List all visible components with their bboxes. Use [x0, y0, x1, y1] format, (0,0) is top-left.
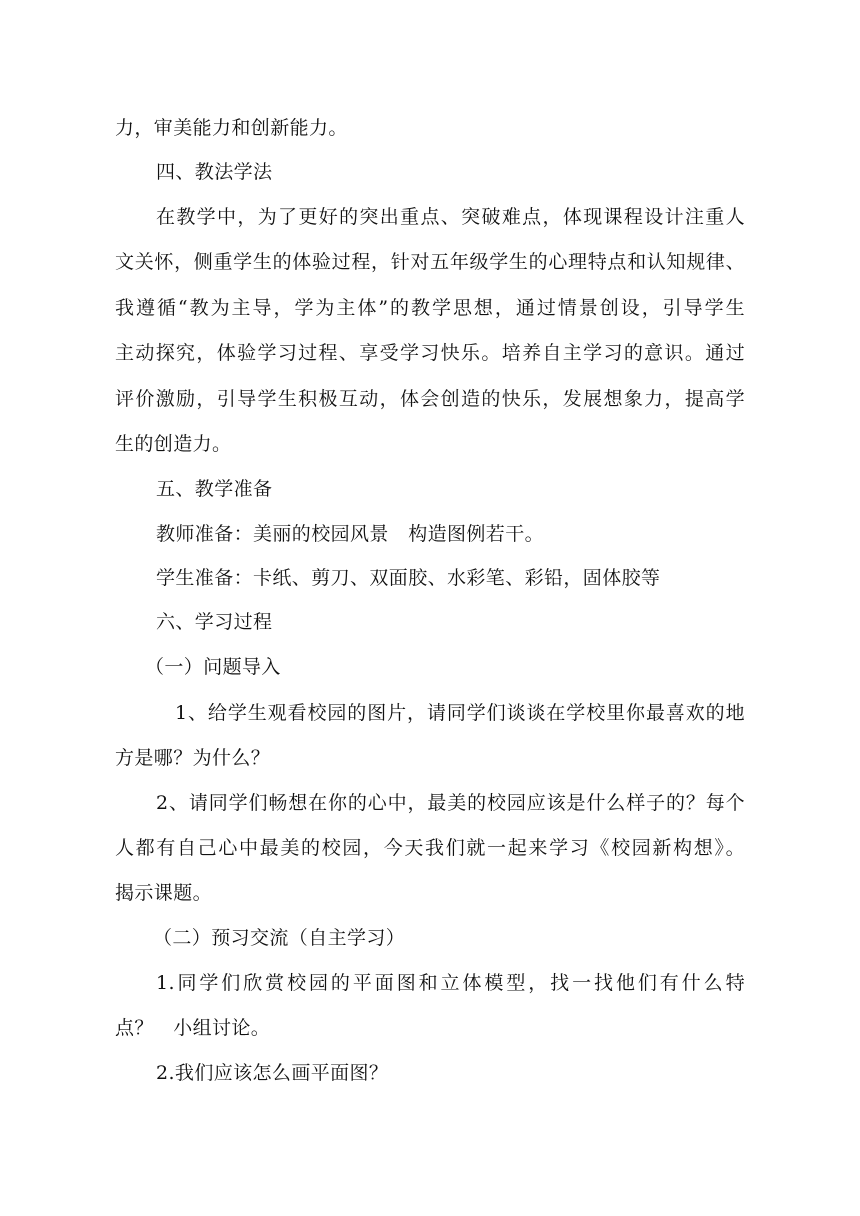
paragraph-line: 我遵循“教为主导，学为主体”的教学思想，通过情景创设，引导学生	[115, 297, 745, 319]
paragraph-line: 揭示课题。	[115, 882, 213, 904]
paragraph-line: 1、给学生观看校园的图片，请同学们谈谈在学校里你最喜欢的地	[175, 702, 745, 724]
section-heading-preparation: 五、教学准备	[156, 478, 273, 500]
student-preparation: 学生准备：卡纸、剪刀、双面胶、水彩笔、彩铅，固体胶等	[156, 567, 661, 589]
paragraph-line: 人都有自己心中最美的校园，今天我们就一起来学习《校园新构想》。	[115, 837, 745, 859]
teacher-preparation: 教师准备：美丽的校园风景 构造图例若干。	[156, 523, 545, 545]
paragraph-line: 力，审美能力和创新能力。	[115, 117, 348, 139]
paragraph-line: 主动探究，体验学习过程、享受学习快乐。培养自主学习的意识。通过	[115, 342, 745, 364]
paragraph-line: 点？ 小组讨论。	[115, 1017, 271, 1039]
paragraph-line: 在教学中，为了更好的突出重点、突破难点，体现课程设计注重人	[156, 206, 745, 228]
paragraph-line: 评价激励，引导学生积极互动，体会创造的快乐，发展想象力，提高学	[115, 388, 745, 410]
paragraph-line: 1.同学们欣赏校园的平面图和立体模型，找一找他们有什么特	[156, 972, 745, 994]
paragraph-line: 生的创造力。	[115, 433, 232, 455]
subsection-heading-preview: （二）预习交流（自主学习）	[153, 927, 406, 949]
paragraph-line: 2.我们应该怎么画平面图？	[156, 1062, 389, 1084]
subsection-heading-intro: （一）问题导入	[145, 656, 281, 678]
paragraph-line: 2、请同学们畅想在你的心中，最美的校园应该是什么样子的？每个	[156, 792, 745, 814]
section-heading-process: 六、学习过程	[156, 611, 273, 633]
paragraph-line: 文关怀，侧重学生的体验过程，针对五年级学生的心理特点和认知规律、	[115, 251, 745, 273]
paragraph-line: 方是哪？为什么？	[115, 747, 271, 769]
section-heading-methods: 四、教法学法	[156, 161, 273, 183]
